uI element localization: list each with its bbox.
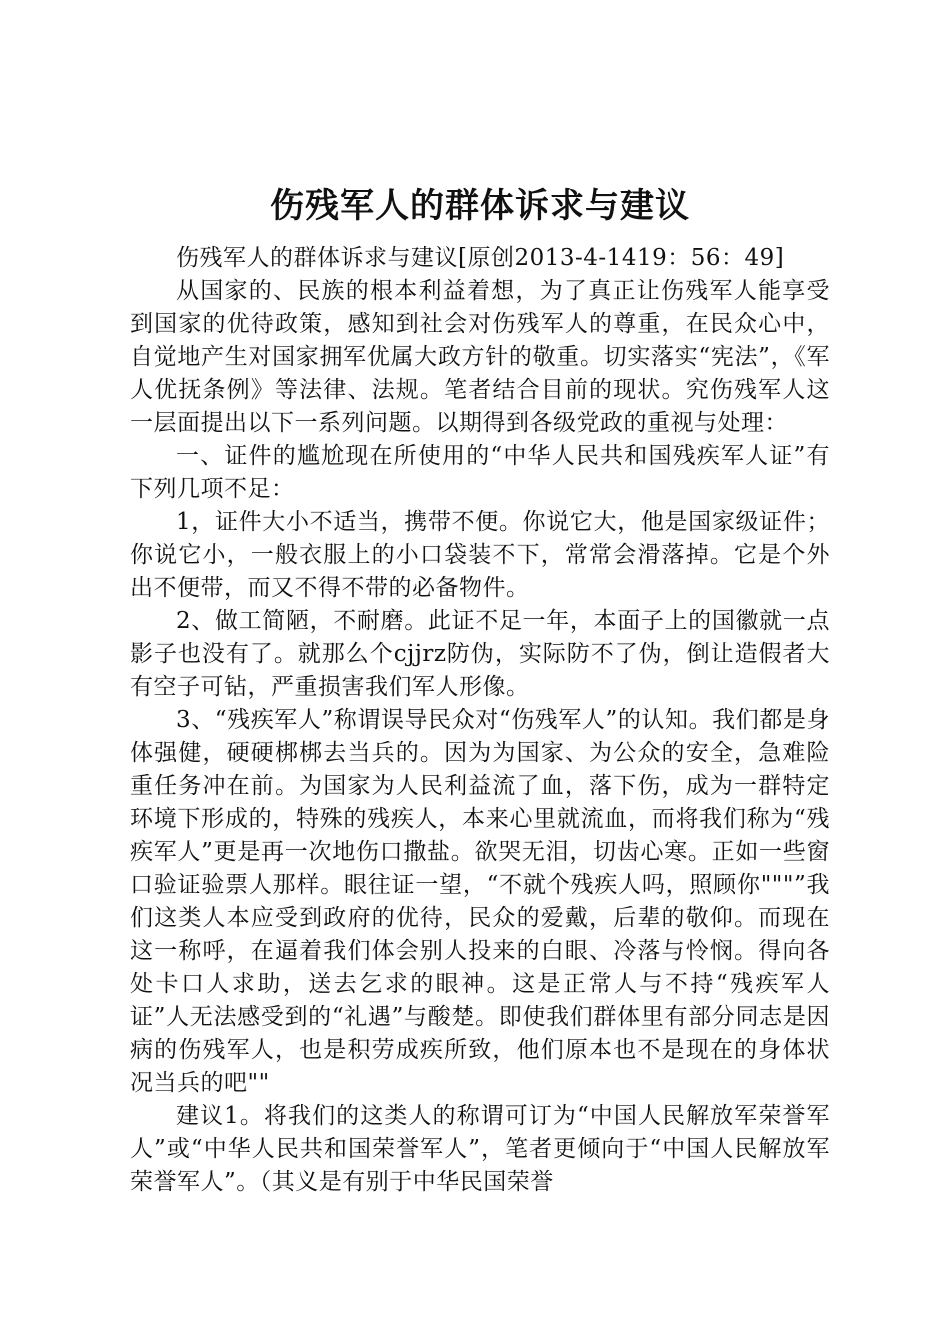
paragraph: 建议1。将我们的这类人的称谓可订为“中国人民解放军荣誉军人”或“中华人民共和国荣誉军人”，笔者更倾向于“中国人民解放军荣誉军人”。（其义是有别于中华民国荣誉 [130, 1103, 830, 1195]
paragraph: 3、“残疾军人”称谓误导民众对“伤残军人”的认知。我们都是身体强健，硬硬梆梆去当兵的。因为为国家、为公众的安全，急难险重任务冲在前。为国家为人民利益流了血，落下伤，成为一群特定环境下形成的，特殊的残疾人，本来心里就流血，而将我们称为“残疾军人”更是再一次地伤口撒盐。欲哭无泪，切齿心寒。正如一些窗口验证验票人那样。眼往证一望，“不就个残疾人吗，照顾你"""”我们这类人本应受到政府的优待，民众的爱戴，后辈的敬仰。而现在这一称呼，在逼着我们体会别人投来的白眼、冷落与怜悯。得向各处卡口人求助，送去乞求的眼神。这是正常人与不持“残疾军人证”人无法感受到的“礼遇”与酸楚。即使我们群体里有部分同志是因病的伤残军人，也是积劳成疾所致，他们原本也不是现在的身体状况当兵的吧"" [130, 707, 830, 1096]
paragraph: 1，证件大小不适当，携带不便。你说它大，他是国家级证件；你说它小，一般衣服上的小口袋装不下，常常会滑落掉。它是个外出不便带，而又不得不带的必备物件。 [130, 509, 830, 601]
paragraph: 2、做工简陋，不耐磨。此证不足一年，本面子上的国徽就一点影子也没有了。就那么个cjjrz防伪，实际防不了伪，倒让造假者大有空子可钻，严重损害我们军人形像。 [130, 608, 830, 700]
paragraph: 伤残军人的群体诉求与建议[原创2013-4-1419：56：49] [176, 245, 785, 271]
paragraph: 一、证件的尴尬现在所使用的“中华人民共和国残疾军人证”有下列几项不足： [130, 443, 830, 502]
document-title: 伤残军人的群体诉求与建议 [270, 186, 690, 226]
paragraph: 从国家的、民族的根本利益着想，为了真正让伤残军人能享受到国家的优待政策，感知到社会对伤残军人的尊重，在民众心中，自觉地产生对国家拥军优属大政方针的敬重。切实落实“宪法”，《军人优抚条例》等法律、法规。笔者结合目前的现状。究伤残军人这一层面提出以下一系列问题。以期得到各级党政的重视与处理： [130, 278, 830, 436]
document-page [130, 180, 830, 1199]
